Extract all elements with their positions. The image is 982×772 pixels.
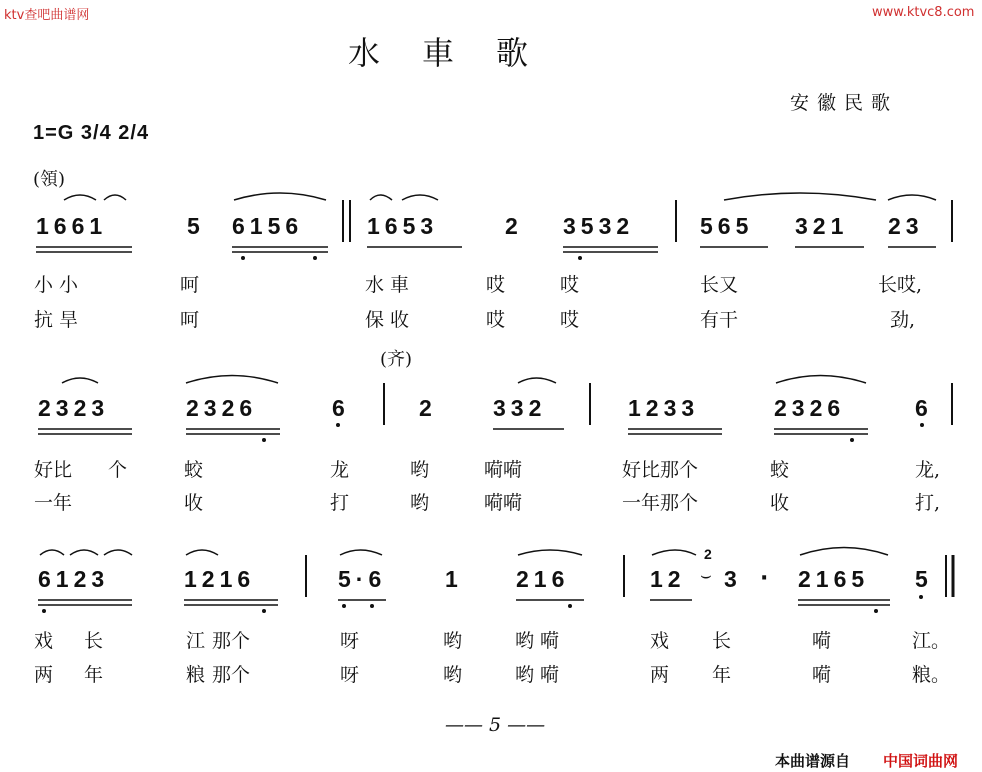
grace-note: 2 [704,546,712,562]
lyric: 戏 [650,630,670,652]
page-number: —— 5 —— [445,714,546,736]
slur [402,195,438,200]
lyric: 戏 [34,630,54,652]
watermark-top-right: www.ktvc8.com [872,5,975,20]
octave-dot [313,256,317,260]
slur [186,550,218,555]
lyric: 哟 [410,492,430,514]
footer-site-link[interactable]: 中国词曲网 [883,752,959,770]
lyric: 长 [84,630,104,652]
lyric: 那个 [212,664,251,686]
octave-dot [919,595,923,599]
slur [62,378,98,383]
octave-dot [578,256,582,260]
lyric: 保 收 [365,309,410,331]
slur [518,550,582,555]
lyric: 哟 [410,459,430,481]
slur [340,550,382,555]
octave-dot [336,423,340,427]
lyric: 两 [34,664,54,686]
octave-dot [42,609,46,613]
note-group: 3 [724,566,742,592]
note-group: 2165 [798,566,870,592]
lyric: 粮。 [912,664,951,686]
note-group: 1216 [184,566,256,592]
note-group: 6156 [232,213,304,239]
lyric: 哎 [560,274,580,296]
note-group: 565 [700,213,754,239]
note-group: 6 [332,395,350,421]
note-group: 23 [888,213,924,239]
slur [888,195,936,200]
lyric: 收 [184,492,204,514]
slur [652,550,696,555]
slur [40,550,64,555]
slur [186,376,278,384]
lyric: 哟 [443,630,463,652]
octave-dot [262,609,266,613]
lyric: 年 [84,664,104,686]
lyric: 长哎, [878,274,923,296]
key-signature: 1=G 3/4 2/4 [33,122,150,144]
octave-dot [342,604,346,608]
lyric: 蛟 [184,459,204,481]
lyric: 蛟 [770,459,790,481]
slur [370,195,392,200]
lyric: 一年 [34,492,73,514]
slur [70,550,98,555]
slur [234,193,326,200]
lyric: 打 [330,492,350,514]
lyric: 长又 [700,274,739,296]
note-group: 6 [915,395,933,421]
lyric: 呀 [340,664,360,686]
slur [800,548,888,556]
dot-glyph: · [760,566,769,591]
slur [104,195,126,200]
octave-dot [920,423,924,427]
lyric: 粮 [186,664,206,686]
octave-dot [370,604,374,608]
note-group: 1 [445,566,463,592]
lyric: 哟 嗬 [515,664,560,686]
lyric: 哎 [486,274,506,296]
lyric: 一年那个 [622,492,699,514]
lyric: 收 [770,492,790,514]
slur [776,376,866,384]
lyric: 打, [915,492,941,514]
lyric: 龙, [915,459,941,481]
note-group: 2326 [186,395,258,421]
lyric: 江。 [912,630,951,652]
lyric: 江 [186,630,206,652]
lyric: 有干 [700,309,739,331]
lyric: 哟 [443,664,463,686]
note-group: 1653 [367,213,439,239]
lyric: 劲, [890,309,916,331]
octave-dot [850,438,854,442]
lyric: 嗬嗬 [484,459,523,481]
lyric: 小 小 [34,274,79,296]
lyric: 哎 [560,309,580,331]
note-group: 3532 [563,213,635,239]
lyric: 长 [712,630,732,652]
note-group: 1233 [628,395,700,421]
note-group: 216 [516,566,570,592]
watermark-top-left: ktv查吧曲谱网 [4,8,90,23]
note-group: 5 [187,213,205,239]
note-group: 2 [419,395,437,421]
lyric: 年 [712,664,732,686]
lyric: 呵 [180,309,200,331]
lyric: 龙 [330,459,350,481]
note-group: 12 [650,566,686,592]
slur-glyph: ⌣ [700,565,712,586]
unison-label: (齐) [380,349,413,370]
lyric: 嗬 [812,664,832,686]
note-group: 2326 [774,395,846,421]
note-group: 2323 [38,395,110,421]
note-group: 332 [493,395,547,421]
note-group: 2 [505,213,523,239]
note-group: 5·6 [338,566,387,592]
lyric: 好比 [34,459,73,481]
slur [104,550,132,555]
slur [724,193,876,200]
octave-dot [241,256,245,260]
lyric: 好比那个 [622,459,699,481]
lyric: 两 [650,664,670,686]
lyric: 嗬 [812,630,832,652]
lyric: 抗 旱 [34,309,79,331]
lyric: 呵 [180,274,200,296]
footer-source-label: 本曲谱源自 [775,752,851,770]
lyric: 呀 [340,630,360,652]
note-group: 5 [915,566,933,592]
note-group: 6123 [38,566,110,592]
song-origin: 安徽民歌 [790,92,899,114]
lyric: 那个 [212,630,251,652]
note-group: 1661 [36,213,108,239]
octave-dot [568,604,572,608]
lyric: 水 車 [365,274,410,296]
slur [518,378,556,383]
octave-dot [874,609,878,613]
song-title: 水車歌 [348,34,571,72]
octave-dot [262,438,266,442]
lyric: 哟 嗬 [515,630,560,652]
lyric: 嗬嗬 [484,492,523,514]
note-group: 321 [795,213,849,239]
lyric: 个 [108,459,128,481]
slur [64,195,96,200]
lead-voice-label: (領) [33,169,66,190]
lyric: 哎 [486,309,506,331]
